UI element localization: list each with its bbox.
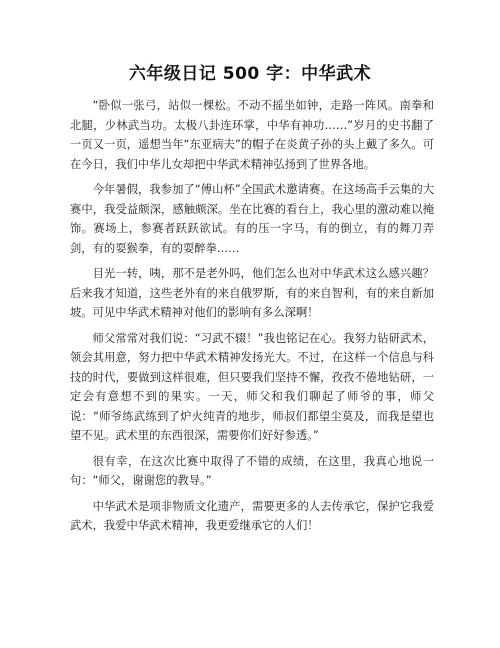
document-body [70, 96, 434, 542]
document-title: 六年级日记 500 字：中华武术 [128, 64, 372, 84]
paragraph-5: 很有幸，在这次比赛中取得了不错的成绩，在这里，我真心地说一句：“师父，谢谢您的教导。” [70, 454, 434, 487]
paragraph-1: “卧似一张弓，站似一棵松。不动不摇坐如钟，走路一阵风。南拳和北腿，少林武当功。太极八卦连环掌，中华有神功……”岁月的史书翻了一页又一页，遥想当年“东亚病夫”的帽子在炎黄子孙的头上戴了多久。可在今日，我们中华儿女却把中华武术精神弘扬到了世界各地。 [70, 99, 434, 171]
paragraph-2: 今年暑假，我参加了“傅山杯”全国武术邀请赛。在这场高手云集的大赛中，我受益颇深，感触颇深。坐在比赛的看台上，我心里的激动难以掩饰。赛场上，参赛者跃跃欲试。有的压一字马，有的倒立，有的舞刀弄剑，有的耍猴拳，有的耍醉拳…… [70, 183, 434, 255]
paragraph-6: 中华武术是项非物质文化遗产，需要更多的人去传承它，保护它我爱武术，我爱中华武术精神，我更爱继承它的人们！ [70, 499, 434, 532]
paragraph-3: 目光一转，咦，那不是老外吗，他们怎么也对中华武术这么感兴趣？后来我才知道，这些老外有的来自俄罗斯，有的来自智利，有的来自新加坡。可见中华武术精神对他们的影响有多么深啊！ [70, 267, 434, 319]
paragraph-4: 师父常常对我们说：“习武不辍！”我也铭记在心。我努力钻研武术，领会其用意，努力把中华武术精神发扬光大。不过，在这样一个信息与科技的时代，要做到这样很难，但只要我们坚持不懈，孜孜不倦地钻研，一定会有意想不到的果实。一天，师父和我们聊起了师爷的事，师父说：“师爷练武练到了炉火纯青的地步，师叔们都望尘莫及，而我是望也望不见。武术里的东西很深，需要你们好好参透。” [70, 331, 434, 442]
